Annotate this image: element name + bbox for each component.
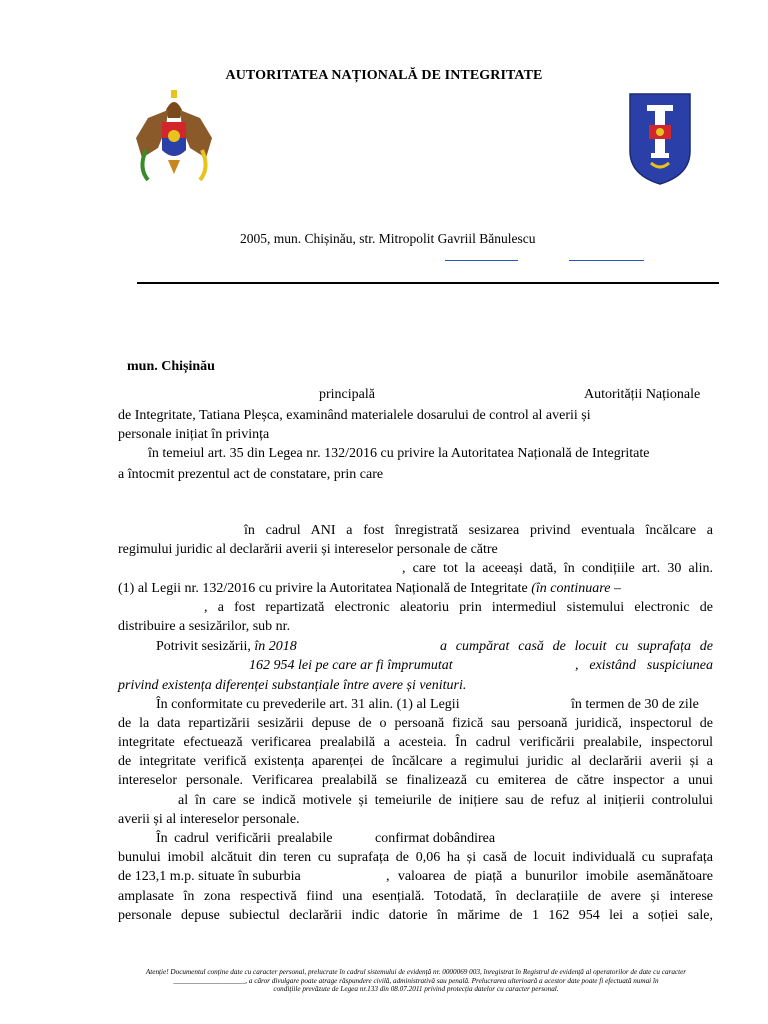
text-line [118,580,621,597]
text-line: a cumpărat casă de locuit cu suprafața de [440,639,713,654]
text-line: , existând suspiciunea [575,658,713,673]
text-line: În conformitate cu prevederile art. 31 alin. (1) al Legii [156,697,460,712]
institution-title: AUTORITATEA NAȚIONALĂ DE INTEGRITATE [225,68,543,83]
text-line: , valoarea de piață a bunurilor imobile asemănătoare [386,869,713,884]
text-line: intereselor personale. Verificarea prealabilă se finalizează cu emiterea de către inspector a unui [118,773,713,788]
text-line: regimului juridic al declarării averii și intereselor personale de către [118,542,498,557]
text-segment: (1) al Legii nr. 132/2016 cu privire la Autoritatea Națională de Integritate [118,581,532,596]
text-line: , a fost repartizată electronic aleatoriu prin intermediul sistemului electronic de [204,600,713,615]
text-line: În cadrul verificării prealabile [156,831,333,846]
text-line: de Integritate, Tatiana Pleșca, examinând materialele dosarului de control al averii și [118,408,591,423]
text-line: în termen de 30 de zile [571,697,699,712]
text-line: amplasate în zona respectivă fiind una esențială. Totodată, în declarațiile de avere și interese [118,889,713,904]
text-line: în temeiul art. 35 din Legea nr. 132/2016 cu privire la Autoritatea Națională de Integritate [148,446,650,461]
chisinau-coat-of-arms-icon [629,93,691,185]
institution-address: 2005, mun. Chișinău, str. Mitropolit Gavriil Bănulescu [240,231,536,246]
text-line: personale inițiat în privința [118,427,270,442]
header-divider [137,282,719,284]
text-line: principală [319,387,375,402]
text-line: în cadrul ANI a fost înregistrată sesizarea privind eventuala încălcare a [244,523,713,538]
notice-line: ____________________, a căror divulgare poate atrage răspundere civilă, administrativă sau penală. Prelucrarea ulterioară a acestor date poate fi efectuată numai în [173,976,659,985]
text-line: averii și al intereselor personale. [118,812,300,827]
text-line: bunului imobil alcătuit din teren cu suprafața de 0,06 ha și casă de locuit individuală cu suprafața [118,850,713,865]
personal-data-notice [118,968,714,994]
text-line [156,638,297,655]
moldova-coat-of-arms-icon [128,88,220,188]
text-line: Autorității Naționale [584,387,701,402]
text-line: distribuire a sesizărilor, sub nr. [118,619,291,634]
text-line: personale depuse subiectul declarării indic datorie în mărime de 1 162 954 lei a soției sale, [118,908,713,923]
text-line: de la data repartizării sesizării depuse de o persoană fizică sau persoană juridică, inspectorul de [118,716,713,731]
text-line: integritate efectuează verificarea prealabilă a acesteia. În cadrul verificării prealabile, inspectorul [118,735,713,750]
text-line: de integritate verifică existența aparenței de încălcare a regimului juridic al declarării averii și a [118,754,713,769]
document-city: mun. Chișinău [127,359,215,374]
email-link[interactable] [569,260,644,261]
text-line: 162 954 lei pe care ar fi împrumutat [249,658,453,673]
text-line: privind existența diferenței substanțiale între avere și venituri. [118,678,467,693]
text-line: de 123,1 m.p. situate în suburbia [118,869,301,884]
text-line: confirmat dobândirea [375,831,496,846]
notice-line: Atenție! Documentul conține date cu caracter personal, prelucrate în cadrul sistemului de evidență nr. 0000069 003, înregistrat în Registrul de evidență al operatorilor de date cu caracter [145,968,687,976]
text-line: al în care se indică motivele și temeiurile de inițiere sau de refuz al inițierii controlului [178,793,713,808]
text-segment: Potrivit sesizării, [156,639,255,654]
text-segment: în 2018 [254,639,297,654]
text-line: , care tot la aceeași dată, în condițiile art. 30 alin. [402,561,713,576]
text-segment: (în continuare – [531,581,621,596]
phone-link[interactable] [445,260,518,261]
text-line: a întocmit prezentul act de constatare, prin care [118,467,384,482]
notice-line: condițiile prevăzute de Legea nr.133 din 08.07.2011 privind protecția datelor cu caracter personal. [273,985,559,994]
